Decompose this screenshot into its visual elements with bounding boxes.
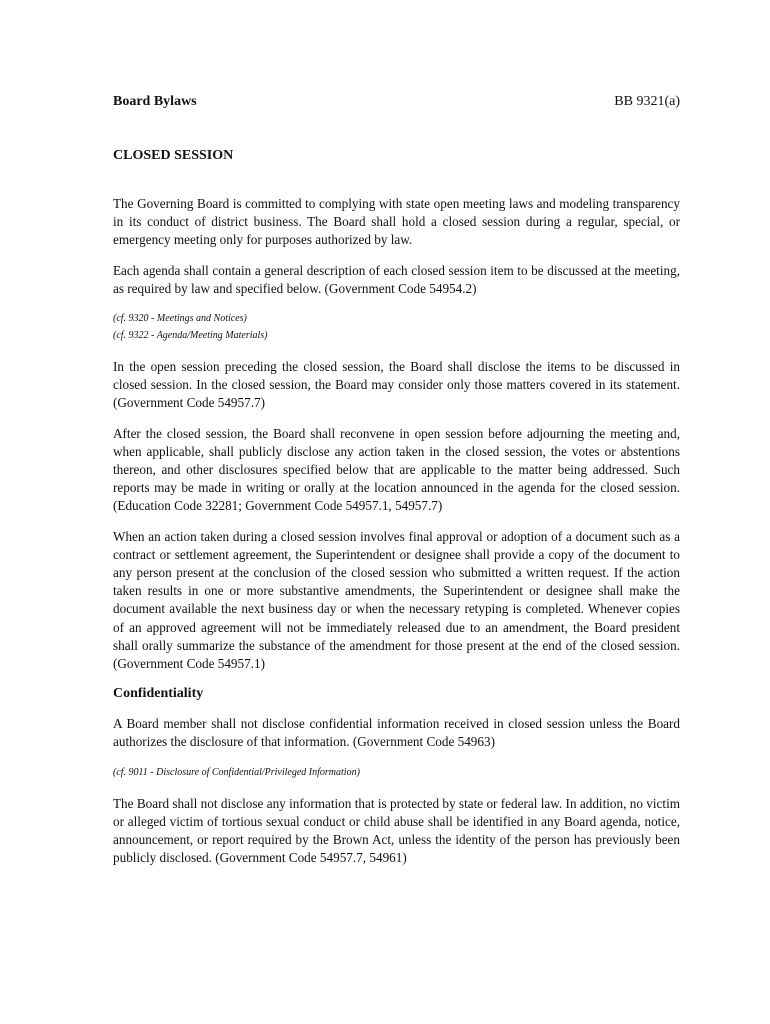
page-header	[113, 93, 680, 111]
paragraph-intro: The Governing Board is committed to complying with state open meeting laws and modeling transparency in its conduct of district business. The Board shall hold a closed session during a regular, special, or emergency meeting only for purposes authorized by law.	[113, 196, 680, 248]
header-section-label: Board Bylaws	[113, 94, 197, 109]
paragraph-open-session: In the open session preceding the closed session, the Board shall disclose the items to be discussed in closed session. In the closed session, the Board may consider only those matters covered in its statement. (Government Code 54957.7)	[113, 359, 680, 411]
document-title: CLOSED SESSION	[113, 148, 234, 163]
cross-reference-group	[113, 764, 680, 781]
cross-reference: (cf. 9322 - Agenda/Meeting Materials)	[113, 330, 268, 342]
paragraph-reconvene: After the closed session, the Board shall reconvene in open session before adjourning the meeting and, when applicable, shall publicly disclose any action taken in the closed session, the votes or abstentions thereon, and other disclosures specified below that are applicable to the matter being addressed. Such reports may be made in writing or orally at the location announced in the agenda for the closed session. (Education Code 32281; Government Code 54957.1, 54957.7)	[113, 425, 680, 514]
cross-reference: (cf. 9011 - Disclosure of Confidential/Privileged Information)	[113, 766, 360, 778]
paragraph-confidential-info: A Board member shall not disclose confidential information received in closed session unless the Board authorizes the disclosure of that information. (Government Code 54963)	[113, 716, 680, 750]
paragraph-agenda: Each agenda shall contain a general description of each closed session item to be discussed at the meeting, as required by law and specified below. (Government Code 54954.2)	[113, 262, 680, 296]
cross-reference: (cf. 9320 - Meetings and Notices)	[113, 313, 247, 325]
paragraph-document-copies: When an action taken during a closed session involves final approval or adoption of a document such as a contract or settlement agreement, the Superintendent or designee shall provide a copy of the document to any person present at the conclusion of the closed session who submitted a written request. If the action taken results in one or more substantive amendments, the Superintendent or designee shall make the document available the next business day or when the necessary retyping is completed. Whenever copies of an approved agreement will not be immediately released due to an amendment, the Board president shall orally summarize the substance of the amendment for those present at the end of the closed session. (Government Code 54957.1)	[113, 528, 680, 672]
document-body	[113, 195, 680, 879]
cross-reference-group	[113, 310, 680, 344]
subheading-confidentiality: Confidentiality	[113, 686, 204, 702]
header-policy-code: BB 9321(a)	[614, 94, 680, 109]
paragraph-protected-info: The Board shall not disclose any information that is protected by state or federal law. In addition, no victim or alleged victim of tortious sexual conduct or child abuse shall be identified in any Board agenda, notice, announcement, or report required by the Brown Act, unless the identity of the person has previously been publicly disclosed. (Government Code 54957.7, 54961)	[113, 795, 680, 866]
